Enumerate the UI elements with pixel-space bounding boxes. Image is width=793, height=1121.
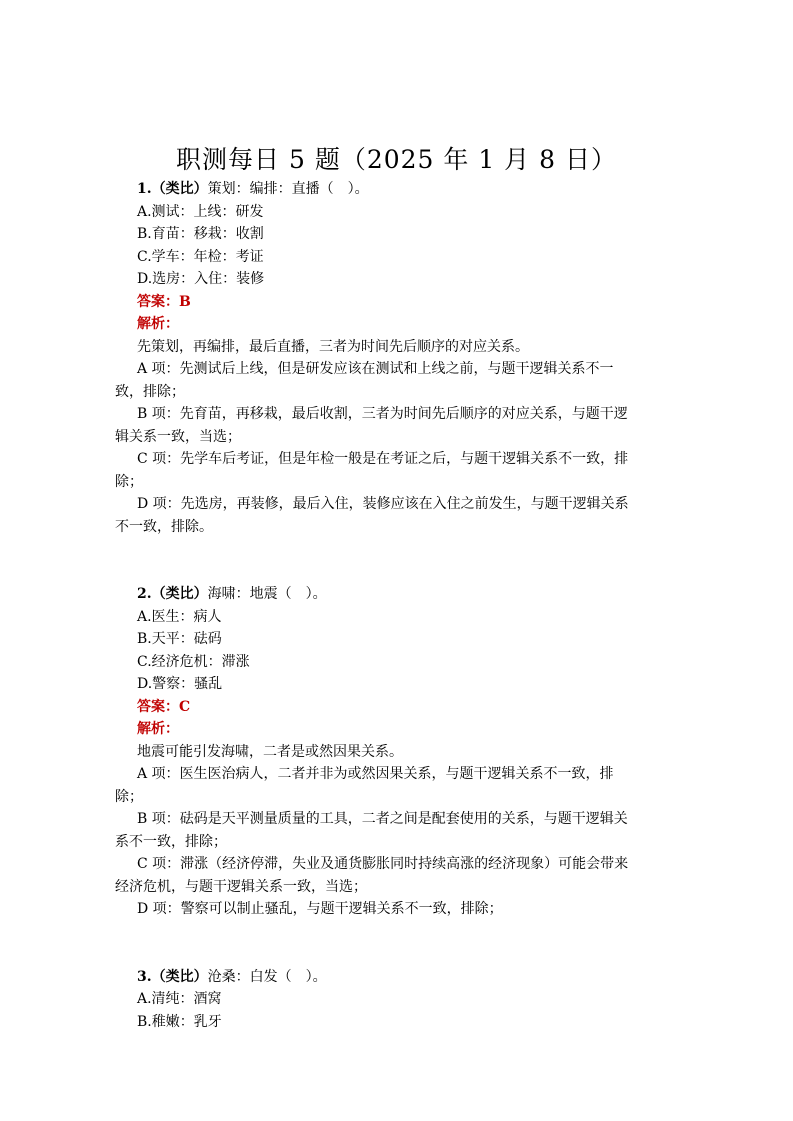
option-b: B.天平：砝码 [137,631,222,647]
analysis-item-c: C 项：滞涨（经济停滞，失业及通货膨胀同时持续高涨的经济现象）可能会带来 [137,856,629,872]
analysis-intro: 先策划，再编排，最后直播，三者为时间先后顺序的对应关系。 [137,338,529,355]
analysis-item-d: D 项：先选房，再装修，最后入住，装修应该在入住之前发生，与题干逻辑关系 [137,496,629,512]
question-number: 1. [137,181,152,197]
questions-content [115,178,697,1033]
spacer [137,561,697,584]
analysis-item-c-cont: 经济危机，与题干逻辑关系一致，当选； [115,878,367,895]
analysis-item-b: B 项：先育苗，再移栽，最后收割，三者为时间先后顺序的对应关系，与题干逻 [137,406,628,422]
analysis-item-b: B 项：砝码是天平测量质量的工具，二者之间是配套使用的关系，与题干逻辑关 [137,811,628,827]
question-type: （类比） [151,586,208,602]
option-d: D.选房：入住：装修 [137,271,265,287]
spacer [137,943,697,966]
question-3 [137,966,697,1034]
question-text: 沧桑：白发（ ）。 [207,968,327,985]
analysis-label: 解析： [137,316,179,332]
analysis-intro: 地震可能引发海啸，二者是或然因果关系。 [137,743,403,760]
analysis-item-b-cont: 辑关系一致，当选； [115,428,241,445]
answer: 答案：C [137,698,191,715]
spacer [137,921,697,944]
question-text: 海啸：地震（ ）。 [207,586,327,602]
question-type: （类比） [151,181,208,197]
option-c: C.学车：年检：考证 [137,248,264,265]
option-b: B.稚嫩：乳牙 [137,1013,222,1030]
option-a: A.清纯：酒窝 [137,991,222,1007]
question-number: 3. [137,968,152,985]
question-stem [137,966,697,989]
question-stem [137,583,697,606]
analysis-item-a: A 项：先测试后上线，但是研发应该在测试和上线之前，与题干逻辑关系不一 [137,361,614,377]
option-b: B.育苗：移栽：收割 [137,226,264,242]
analysis-item-a-cont: 除； [115,788,143,805]
question-stem [137,178,697,201]
option-a: A.医生：病人 [137,608,222,625]
analysis-item-b-cont: 系不一致，排除； [115,833,227,850]
answer: 答案：B [137,293,191,310]
question-2 [115,583,697,921]
question-type: （类比） [151,968,208,985]
question-number: 2. [137,586,152,602]
analysis-item-a-cont: 致，排除； [115,383,185,400]
analysis-item-a: A 项：医生医治病人，二者并非为或然因果关系，与题干逻辑关系不一致，排 [137,766,614,782]
page-title: 职测每日 5 题（2025 年 1 月 8 日） [176,145,617,174]
analysis-item-d-cont: 不一致，排除。 [115,518,213,535]
option-d: D.警察：骚乱 [137,676,223,692]
analysis-item-d: D 项：警察可以制止骚乱，与题干逻辑关系不一致，排除； [137,901,503,917]
analysis-item-c-cont: 除； [115,473,143,490]
analysis-item-c: C 项：先学车后考证，但是年检一般是在考证之后，与题干逻辑关系不一致，排 [137,451,629,467]
question-text: 策划：编排：直播（ ）。 [207,181,369,197]
option-a: A.测试：上线：研发 [137,203,264,220]
option-c: C.经济危机：滞涨 [137,653,250,670]
spacer [137,538,697,561]
analysis-label: 解析： [137,721,179,737]
question-1 [115,178,697,538]
